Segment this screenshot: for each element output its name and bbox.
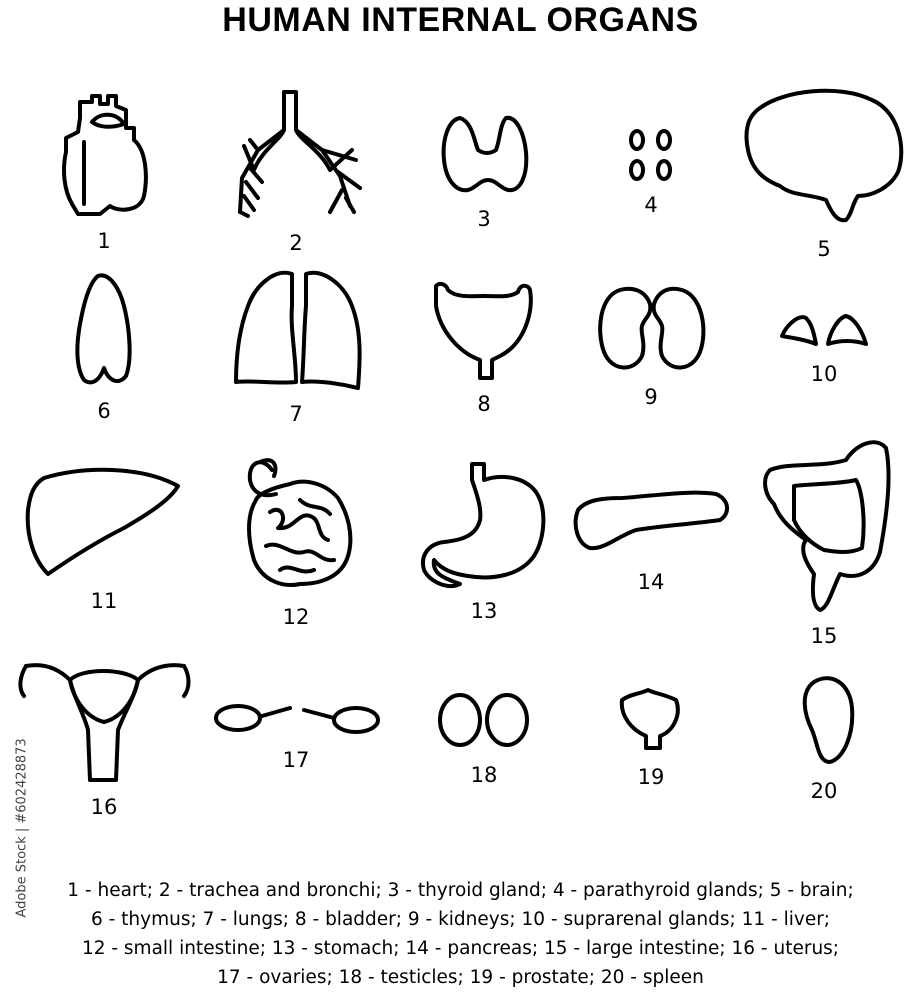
stomach-icon xyxy=(423,464,543,586)
organ-number-15: 15 xyxy=(810,624,838,648)
lungs-icon xyxy=(236,273,360,388)
legend-line-2: 6 - thymus; 7 - lungs; 8 - bladder; 9 - kidneys; 10 - suprarenal glands; 11 - liver; xyxy=(90,909,831,930)
organ-number-11: 11 xyxy=(90,589,118,613)
organ-number-2: 2 xyxy=(289,231,303,255)
stock-id-text: Adobe Stock | #602428873 xyxy=(14,738,30,918)
organ-number-6: 6 xyxy=(97,399,111,423)
large-intestine-icon xyxy=(765,442,888,610)
organ-number-16: 16 xyxy=(90,795,118,819)
legend-line-3: 12 - small intestine; 13 - stomach; 14 - pancreas; 15 - large intestine; 16 - uterus; xyxy=(81,938,840,959)
heart-icon xyxy=(64,96,146,214)
organ-number-19: 19 xyxy=(637,765,665,789)
thymus-icon xyxy=(77,275,129,382)
uterus-icon xyxy=(20,665,188,780)
thyroid-icon xyxy=(444,118,527,190)
small-intestine-icon xyxy=(249,460,350,585)
organ-number-4: 4 xyxy=(644,193,658,217)
testicles-icon xyxy=(440,695,527,745)
organ-number-13: 13 xyxy=(470,599,498,623)
page-title: HUMAN INTERNAL ORGANS xyxy=(222,1,699,39)
brain-icon xyxy=(747,91,902,221)
organ-number-9: 9 xyxy=(644,385,658,409)
organ-number-5: 5 xyxy=(817,237,831,261)
bladder-icon xyxy=(436,284,531,378)
organ-number-1: 1 xyxy=(97,229,111,253)
pancreas-icon xyxy=(576,493,727,549)
legend-line-1: 1 - heart; 2 - trachea and bronchi; 3 - thyroid gland; 4 - parathyroid glands; 5 - brain; xyxy=(67,880,854,901)
kidneys-icon xyxy=(600,289,703,368)
organ-number-3: 3 xyxy=(477,207,491,231)
organ-number-14: 14 xyxy=(637,570,665,594)
organ-number-10: 10 xyxy=(810,362,838,386)
legend-line-4: 17 - ovaries; 18 - testicles; 19 - prostate; 20 - spleen xyxy=(217,967,704,988)
organ-number-20: 20 xyxy=(810,779,838,803)
organ-number-17: 17 xyxy=(282,748,310,772)
organ-number-18: 18 xyxy=(470,763,498,787)
spleen-icon xyxy=(805,678,853,762)
suprarenal-glands-icon xyxy=(782,316,866,344)
organ-number-7: 7 xyxy=(289,402,303,426)
legend xyxy=(0,876,921,992)
trachea-bronchi-icon xyxy=(240,92,360,216)
organ-number-12: 12 xyxy=(282,605,310,629)
prostate-icon xyxy=(622,690,678,748)
ovaries-icon xyxy=(216,706,378,732)
organ-number-8: 8 xyxy=(477,392,491,416)
liver-icon xyxy=(28,470,178,574)
parathyroid-icon xyxy=(631,131,670,179)
